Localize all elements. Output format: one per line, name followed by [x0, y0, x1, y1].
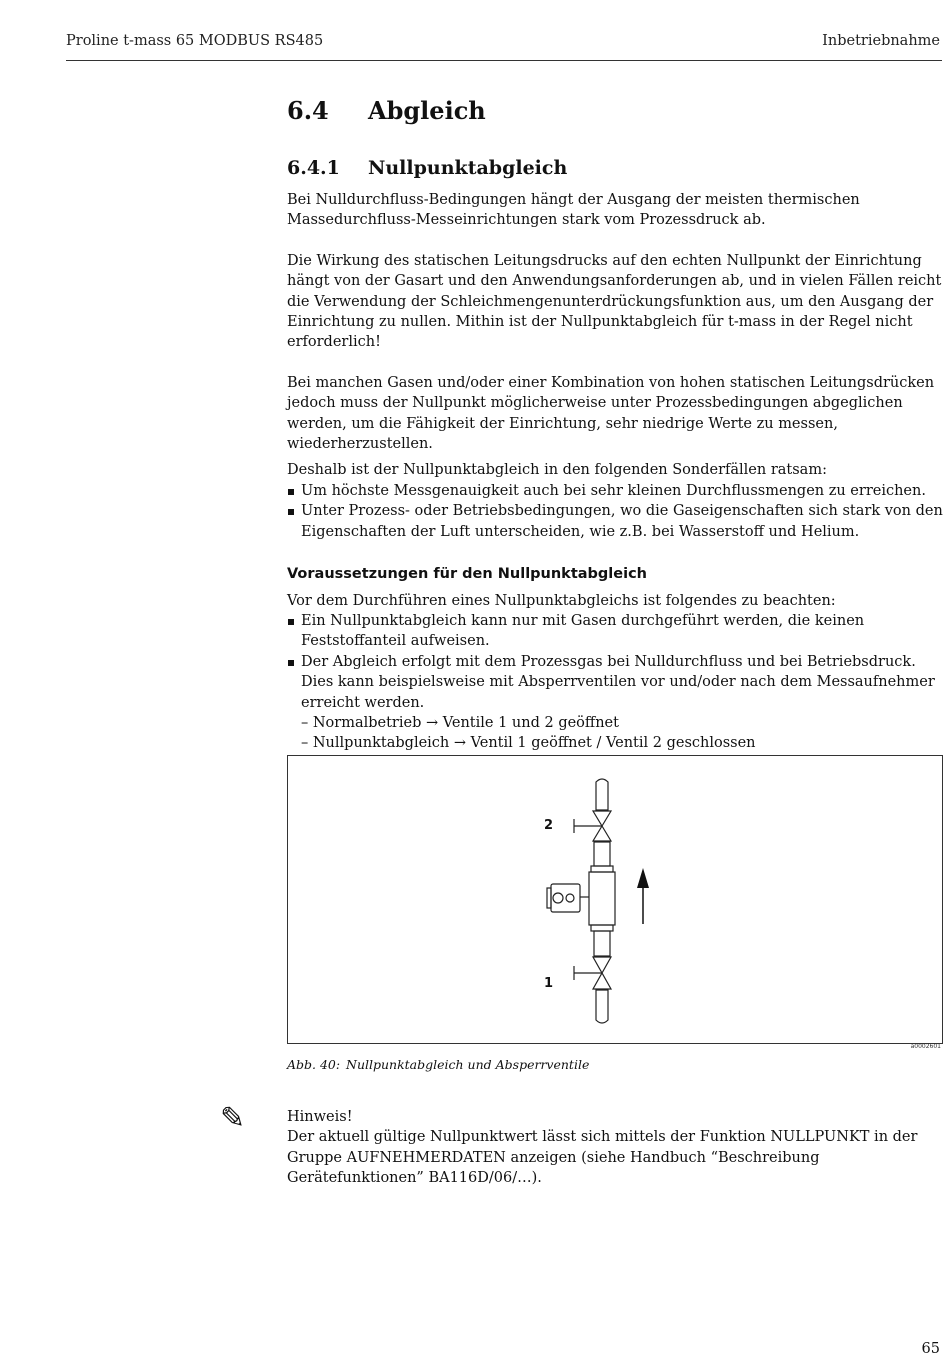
paragraph: Bei Nulldurchfluss-Bedingungen hängt der Ausgang der meisten thermischen Massedurchfluss-Messeinrichtungen stark vom Prozessdruck ab.	[287, 192, 860, 229]
list-item: Der Abgleich erfolgt mit dem Prozessgas bei Nulldurchfluss und bei Betriebsdruck. Dies kann beispielsweise mit Absperrventilen vor und/oder nach dem Messaufnehmer erreicht werden.	[287, 652, 943, 713]
flange-lower	[591, 925, 613, 931]
pipe-top	[596, 779, 608, 810]
flange-upper	[591, 866, 613, 872]
pencil-icon: ✎	[220, 1101, 246, 1136]
list-item: Um höchste Messgenauigkeit auch bei sehr kleinen Durchflussmengen zu erreichen.	[287, 481, 943, 501]
note-title: Hinweis!	[287, 1109, 353, 1125]
caption-text: Nullpunktabgleich und Absperrventile	[346, 1057, 590, 1072]
running-header-chapter: Inbetriebnahme	[822, 33, 940, 49]
valve-1-label: 1	[544, 976, 554, 991]
transmitter-connector	[566, 894, 574, 902]
list-item: Unter Prozess- oder Betriebsbedingungen, wo die Gaseigenschaften sich stark von den Eigenschaften der Luft unterscheiden, wie z.B. bei Wasserstoff und Helium.	[287, 501, 943, 542]
transmitter-cover	[547, 888, 551, 908]
dash-item: – Normalbetrieb → Ventile 1 und 2 geöffnet	[301, 714, 619, 731]
flow-arrow-head	[637, 868, 649, 888]
sensor-body	[589, 872, 615, 925]
paragraph: Deshalb ist der Nullpunktabgleich in den folgenden Sonderfällen ratsam:	[287, 462, 827, 479]
valve-diagram	[288, 756, 942, 1043]
pipe-segment-upper	[594, 842, 610, 866]
note-text: Der aktuell gültige Nullpunktwert lässt sich mittels der Funktion NULLPUNKT in der Gruppe AUFNEHMERDATEN anzeigen (siehe Handbuch “Beschreibung Gerätefunktionen” BA116D/06/…).	[287, 1129, 918, 1187]
figure-id: a0002601	[910, 1043, 941, 1050]
caption-label: Abb. 40:	[287, 1057, 341, 1072]
running-header-title: Proline t-mass 65 MODBUS RS485	[66, 33, 324, 49]
header-rule	[66, 60, 942, 61]
valve-2-label: 2	[544, 818, 554, 833]
valve-2-upper-triangle	[593, 811, 611, 826]
section-number: 6.4	[287, 96, 329, 125]
pipe-segment-lower	[594, 931, 610, 956]
section-heading	[287, 96, 486, 125]
body-text	[287, 190, 943, 774]
paragraph: Die Wirkung des statischen Leitungsdrucks auf den echten Nullpunkt der Einrichtung hängt von der Gasart und den Anwendungsanforderungen ab, und in vielen Fällen reicht die Verwendung der Schleichmengenunterdrückungsfunktion aus, um den Ausgang der Einrichtung zu nullen. Mithin ist der Nullpunktabgleich für t-mass in der Regel nicht erforderlich!	[287, 252, 942, 351]
subheading: Voraussetzungen für den Nullpunktabgleich	[287, 566, 647, 583]
figure-frame	[287, 755, 943, 1044]
valve-1-lower-triangle	[593, 973, 611, 989]
pipe-bottom	[596, 990, 608, 1023]
paragraph: Bei manchen Gasen und/oder einer Kombination von hohen statischen Leitungsdrücken jedoch muss der Nullpunkt möglicherweise unter Prozessbedingungen abgeglichen werden, um die Fähigkeit der Einrichtung, sehr niedrige Werte zu messen, wiederherzustellen.	[287, 374, 935, 453]
list-item: Ein Nullpunktabgleich kann nur mit Gasen durchgeführt werden, die keinen Feststoffanteil aufweisen.	[287, 611, 943, 652]
section-title: Abgleich	[368, 96, 486, 125]
dash-item: – Nullpunktabgleich → Ventil 1 geöffnet / Ventil 2 geschlossen	[301, 735, 756, 752]
figure-caption	[287, 1057, 589, 1072]
valve-2-lower-triangle	[593, 826, 611, 841]
subsection-heading	[287, 157, 567, 179]
transmitter-display	[553, 893, 563, 903]
note-box	[287, 1107, 943, 1189]
subsection-number: 6.4.1	[287, 157, 340, 179]
valve-1-upper-triangle	[593, 957, 611, 973]
subsection-title: Nullpunktabgleich	[368, 157, 568, 179]
page-number: 65	[921, 1341, 940, 1357]
paragraph: Vor dem Durchführen eines Nullpunktabgleichs ist folgendes zu beachten:	[287, 592, 836, 609]
